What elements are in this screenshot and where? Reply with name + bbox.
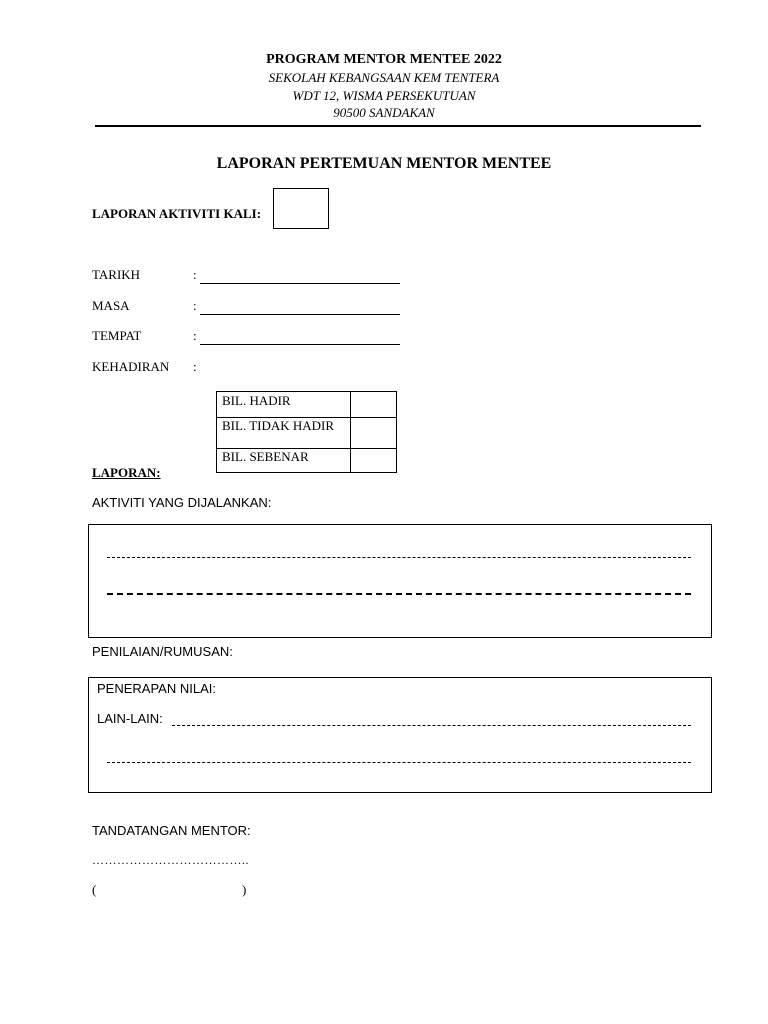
report-heading: LAPORAN: [92, 465, 161, 480]
attendance-table [216, 391, 397, 473]
activity-count-box[interactable] [273, 188, 329, 229]
activities-box[interactable] [88, 524, 712, 638]
field-sep: : [193, 298, 197, 313]
signature-label: TANDATANGAN MENTOR: [92, 823, 251, 838]
field-label-kehadiran: KEHADIRAN [92, 359, 170, 374]
values-label: PENERAPAN NILAI: [97, 681, 216, 696]
assessment-dotted-line [107, 762, 691, 763]
field-sep: : [193, 328, 197, 343]
name-paren-open: ( [92, 882, 97, 897]
attendance-hadir-label: BIL. HADIR [217, 392, 351, 418]
attendance-sebenar-cell[interactable] [351, 449, 397, 473]
other-label: LAIN-LAIN: [97, 711, 163, 726]
field-sep: : [193, 267, 197, 282]
assessment-label: PENILAIAN/RUMUSAN: [92, 644, 233, 659]
field-label-tempat: TEMPAT [92, 328, 142, 343]
header-rule [95, 125, 701, 127]
activities-dotted-line [107, 557, 691, 558]
activities-dotted-line [107, 593, 691, 595]
school-name: SEKOLAH KEBANGSAAN KEM TENTERA [268, 70, 500, 85]
tarikh-input-line[interactable] [200, 283, 400, 284]
tempat-input-line[interactable] [200, 344, 400, 345]
other-dotted-line [172, 725, 691, 726]
masa-input-line[interactable] [200, 314, 400, 315]
address-line-1: WDT 12, WISMA PERSEKUTUAN [292, 88, 476, 103]
program-title: PROGRAM MENTOR MENTEE 2022 [266, 52, 502, 67]
attendance-tidak-hadir-label: BIL. TIDAK HADIR [217, 418, 351, 449]
address-line-2: 90500 SANDAKAN [333, 105, 435, 120]
activities-label: AKTIVITI YANG DIJALANKAN: [92, 495, 272, 510]
field-sep: : [193, 359, 197, 374]
activity-count-label: LAPORAN AKTIVITI KALI: [92, 206, 262, 221]
signature-dots: ……………………………….. [92, 853, 249, 867]
attendance-tidak-hadir-cell[interactable] [351, 418, 397, 449]
field-label-tarikh: TARIKH [92, 267, 141, 282]
attendance-hadir-cell[interactable] [351, 392, 397, 418]
report-title: LAPORAN PERTEMUAN MENTOR MENTEE [216, 155, 552, 172]
name-paren-close: ) [242, 882, 247, 897]
attendance-sebenar-label: BIL. SEBENAR [217, 449, 351, 473]
field-label-masa: MASA [92, 298, 130, 313]
